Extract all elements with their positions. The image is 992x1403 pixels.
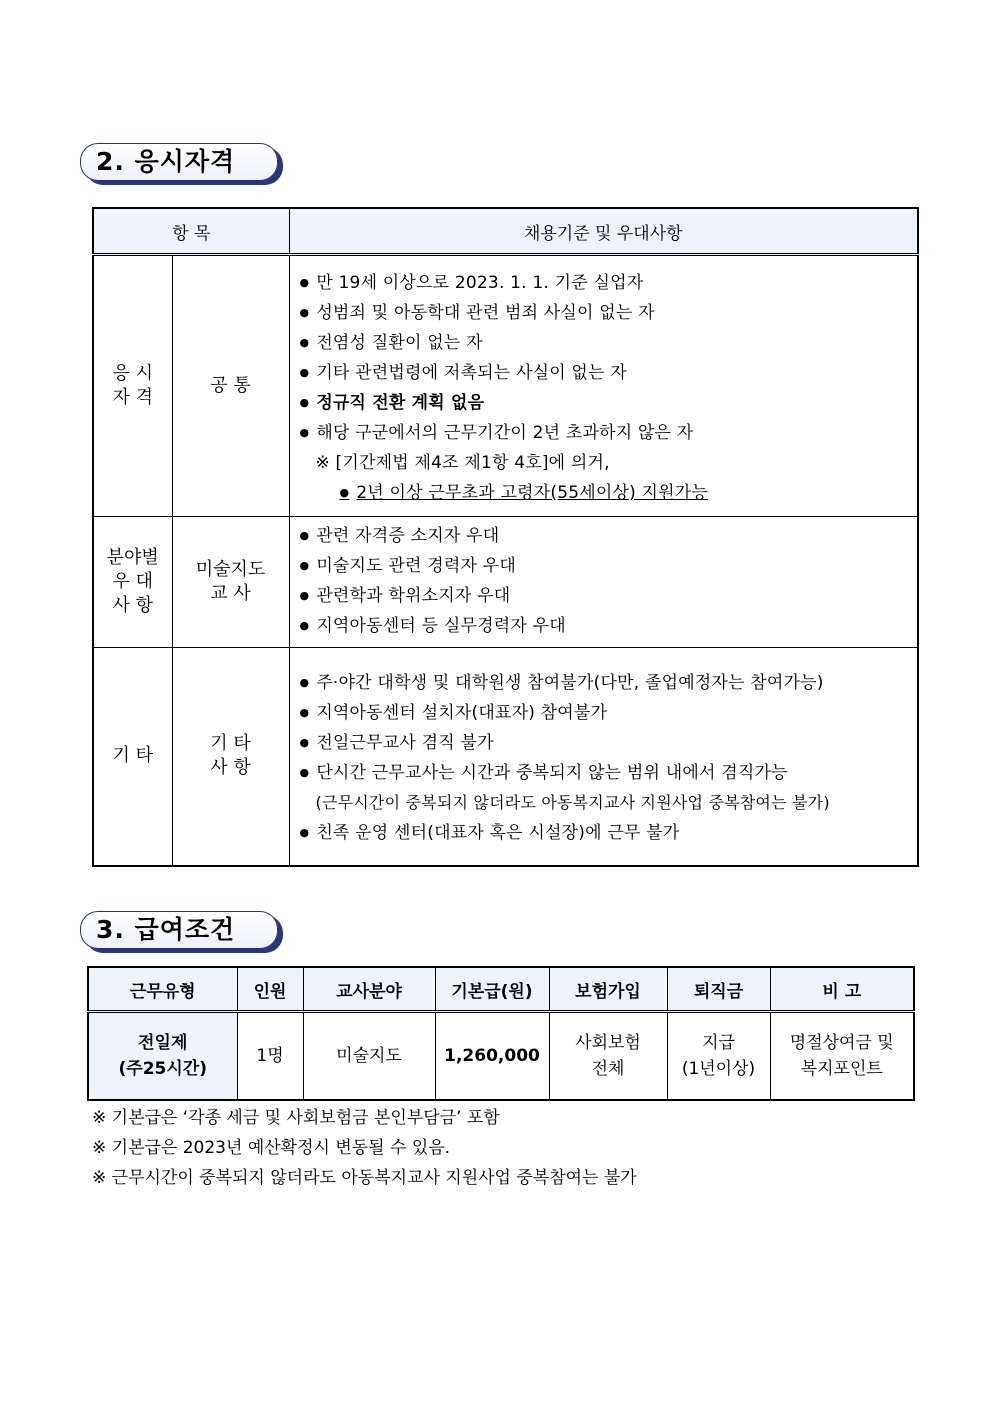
list-item: ● 지역아동센터 설치자(대표자) 참여불가: [300, 698, 910, 728]
other-cell: [289, 648, 918, 866]
list-item: ● 정규직 전환 계획 없음: [300, 388, 910, 418]
sub-other-matters: 기 타 사 항: [172, 648, 289, 866]
qualification-table: [92, 207, 919, 867]
header-field: 교사분야: [303, 967, 435, 1012]
cell-severance: 지급 (1년이상): [667, 1012, 770, 1101]
list-item: ● 기타 관련법령에 저촉되는 사실이 없는 자: [300, 358, 910, 388]
cell-work-type: 전일제 (주25시간): [88, 1012, 237, 1101]
cat-preference: 분야별 우 대 사 항: [93, 517, 172, 648]
section-3-title: 3. 급여조건: [96, 915, 236, 944]
note-line: ※ 근무시간이 중복되지 않더라도 아동복지교사 지원사업 중복참여는 불가: [92, 1168, 637, 1188]
cell-salary: 1,260,000: [435, 1012, 549, 1101]
sub-common: 공 통: [172, 255, 289, 517]
cell-field: 미술지도: [303, 1012, 435, 1101]
cat-other: 기 타: [93, 648, 172, 866]
section-2-heading: [80, 143, 284, 183]
header-insurance: 보험가입: [549, 967, 667, 1012]
cat-qualification: 응 시 자 격: [93, 255, 172, 517]
header-work-type: 근무유형: [88, 967, 237, 1012]
salary-table: [87, 966, 915, 1101]
list-item: ● 전일근무교사 겸직 불가: [300, 728, 910, 758]
list-item: ● 전염성 질환이 없는 자: [300, 328, 910, 358]
list-item: ● 만 19세 이상으로 2023. 1. 1. 기준 실업자: [300, 268, 910, 298]
list-item: ● 미술지도 관련 경력자 우대: [300, 551, 910, 581]
paren-line: (근무시간이 중복되지 않더라도 아동복지교사 지원사업 중복참여는 불가): [315, 793, 830, 813]
note-line: ※ 기본급은 2023년 예산확정시 변동될 수 있음.: [92, 1138, 451, 1158]
list-item: ● 지역아동센터 등 실무경력자 우대: [300, 611, 910, 641]
common-criteria-cell: [289, 255, 918, 517]
cell-count: 1명: [237, 1012, 303, 1101]
list-item: ● 관련 자격증 소지자 우대: [300, 521, 910, 551]
list-item: ● 단시간 근무교사는 시간과 중복되지 않는 범위 내에서 겸직가능: [300, 758, 910, 788]
note-line: ※ [기간제법 제4조 제1항 4호]에 의거,: [315, 453, 610, 473]
cell-remarks: 명절상여금 및 복지포인트: [770, 1012, 914, 1101]
salary-notes: [92, 1103, 637, 1193]
list-item: ● 해당 구군에서의 근무기간이 2년 초과하지 않은 자: [300, 418, 910, 448]
list-item: ● 친족 운영 센터(대표자 혹은 시설장)에 근무 불가: [300, 818, 910, 848]
header-remarks: 비 고: [770, 967, 914, 1012]
list-item: ● 성범죄 및 아동학대 관련 범죄 사실이 없는 자: [300, 298, 910, 328]
note-line: ● 2년 이상 근무초과 고령자(55세이상) 지원가능: [300, 478, 910, 508]
note-line: ※ 기본급은 ‘각종 세금 및 사회보험금 본인부담금’ 포함: [92, 1108, 500, 1128]
header-salary: 기본급(원): [435, 967, 549, 1012]
sub-art-teacher: 미술지도 교 사: [172, 517, 289, 648]
header-severance: 퇴직금: [667, 967, 770, 1012]
header-item: 항 목: [93, 208, 289, 255]
header-criteria: 채용기준 및 우대사항: [289, 208, 918, 255]
header-count: 인원: [237, 967, 303, 1012]
list-item: ● 관련학과 학위소지자 우대: [300, 581, 910, 611]
table-row: [88, 1012, 914, 1101]
cell-insurance: 사회보험 전체: [549, 1012, 667, 1101]
list-item: ● 주·야간 대학생 및 대학원생 참여불가(다만, 졸업예정자는 참여가능): [300, 668, 910, 698]
preference-cell: [289, 517, 918, 648]
section-3-heading: [80, 911, 284, 951]
section-2-title: 2. 응시자격: [96, 147, 236, 176]
